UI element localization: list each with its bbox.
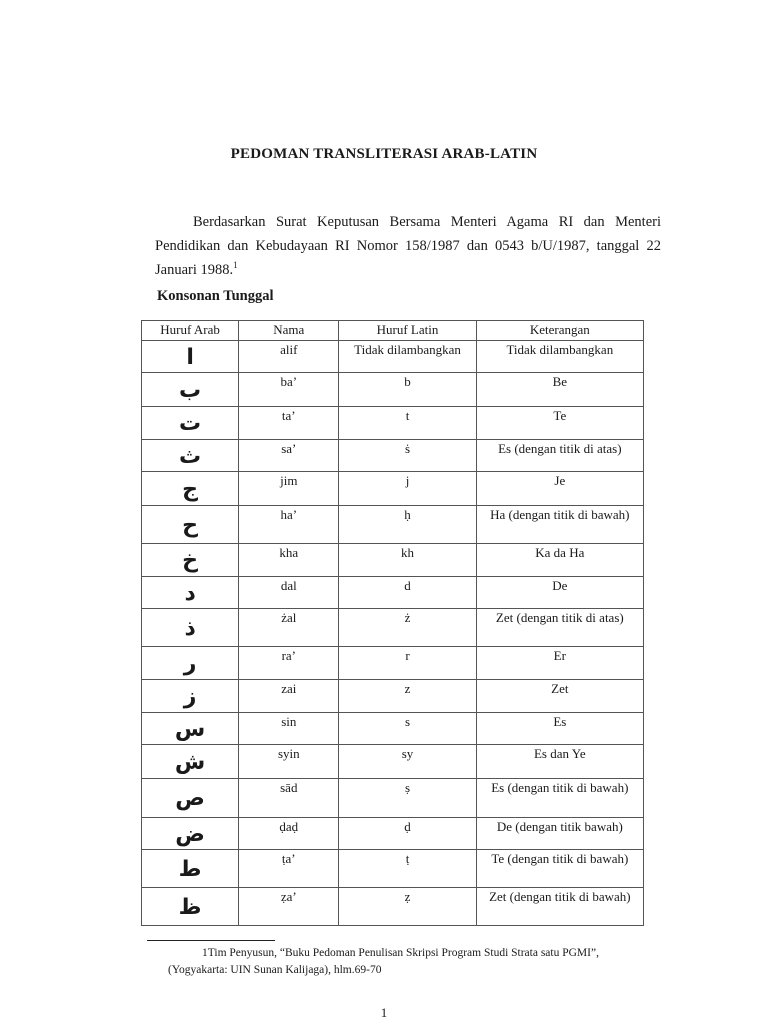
footnote: [168, 945, 658, 979]
cell-nama: ta’: [239, 407, 339, 440]
cell-latin: Tidak dilambangkan: [339, 341, 476, 373]
cell-nama: sād: [239, 779, 339, 818]
section-heading: Konsonan Tunggal: [157, 288, 274, 304]
footnote-number: 1: [202, 947, 208, 959]
cell-latin: ṣ: [339, 779, 476, 818]
table-row: [142, 506, 644, 544]
cell-latin: s: [339, 713, 476, 745]
table-row: [142, 818, 644, 850]
intro-paragraph: [155, 210, 661, 282]
cell-arab: ج: [142, 472, 239, 506]
cell-nama: zai: [239, 680, 339, 713]
footnote-mark: 1: [233, 260, 238, 270]
cell-latin: j: [339, 472, 476, 506]
cell-arab: ظ: [142, 888, 239, 926]
cell-keterangan: Es dan Ye: [476, 745, 643, 779]
cell-nama: ẓa’: [239, 888, 339, 926]
cell-nama: kha: [239, 544, 339, 577]
footnote-line-1: Tim Penyusun, “Buku Pedoman Penulisan Skripsi Program Studi Strata satu PGMI”,: [207, 947, 599, 959]
cell-latin: z: [339, 680, 476, 713]
cell-arab: ح: [142, 506, 239, 544]
transliteration-table: [141, 320, 644, 926]
table-row: [142, 779, 644, 818]
cell-arab: ذ: [142, 609, 239, 647]
cell-nama: żal: [239, 609, 339, 647]
cell-keterangan: Zet (dengan titik di bawah): [476, 888, 643, 926]
cell-latin: ḍ: [339, 818, 476, 850]
cell-nama: ṭa’: [239, 850, 339, 888]
cell-keterangan: Ka da Ha: [476, 544, 643, 577]
cell-keterangan: Je: [476, 472, 643, 506]
cell-latin: ḥ: [339, 506, 476, 544]
cell-nama: ḍaḍ: [239, 818, 339, 850]
cell-keterangan: Es: [476, 713, 643, 745]
table-row: [142, 373, 644, 407]
cell-nama: sa’: [239, 440, 339, 472]
table-header-row: [142, 321, 644, 341]
cell-nama: dal: [239, 577, 339, 609]
cell-latin: ż: [339, 609, 476, 647]
cell-latin: ṡ: [339, 440, 476, 472]
footnote-separator: [147, 940, 275, 941]
cell-nama: ra’: [239, 647, 339, 680]
cell-keterangan: Es (dengan titik di bawah): [476, 779, 643, 818]
table-row: [142, 440, 644, 472]
cell-keterangan: Zet: [476, 680, 643, 713]
cell-arab: ض: [142, 818, 239, 850]
cell-latin: sy: [339, 745, 476, 779]
page-title: PEDOMAN TRANSLITERASI ARAB-LATIN: [230, 146, 538, 162]
cell-latin: kh: [339, 544, 476, 577]
cell-arab: خ: [142, 544, 239, 577]
table-row: [142, 713, 644, 745]
cell-nama: ba’: [239, 373, 339, 407]
header-keterangan: Keterangan: [476, 321, 643, 341]
cell-nama: jim: [239, 472, 339, 506]
cell-keterangan: Er: [476, 647, 643, 680]
cell-arab: ر: [142, 647, 239, 680]
cell-latin: ṭ: [339, 850, 476, 888]
table-row: [142, 472, 644, 506]
cell-nama: syin: [239, 745, 339, 779]
header-huruf-arab: Huruf Arab: [142, 321, 239, 341]
table-row: [142, 647, 644, 680]
cell-arab: ث: [142, 440, 239, 472]
table-row: [142, 341, 644, 373]
cell-arab: س: [142, 713, 239, 745]
table-row: [142, 680, 644, 713]
intro-text: Berdasarkan Surat Keputusan Bersama Menteri Agama RI dan Menteri Pendidikan dan Kebudayaan RI Nomor 158/1987 dan 0543 b/U/1987, tanggal 22 Januari 1988.: [155, 214, 661, 278]
header-huruf-latin: Huruf Latin: [339, 321, 476, 341]
table-row: [142, 745, 644, 779]
cell-keterangan: Tidak dilambangkan: [476, 341, 643, 373]
cell-latin: b: [339, 373, 476, 407]
footnote-line-2: (Yogyakarta: UIN Sunan Kalijaga), hlm.69-70: [168, 964, 382, 976]
table-row: [142, 577, 644, 609]
table-row: [142, 850, 644, 888]
cell-keterangan: Ha (dengan titik di bawah): [476, 506, 643, 544]
cell-latin: d: [339, 577, 476, 609]
cell-nama: sin: [239, 713, 339, 745]
cell-latin: r: [339, 647, 476, 680]
cell-arab: ط: [142, 850, 239, 888]
cell-nama: ha’: [239, 506, 339, 544]
cell-keterangan: De (dengan titik bawah): [476, 818, 643, 850]
table-row: [142, 888, 644, 926]
cell-keterangan: De: [476, 577, 643, 609]
table-row: [142, 407, 644, 440]
page-number: 1: [380, 1005, 388, 1020]
cell-keterangan: Be: [476, 373, 643, 407]
cell-arab: ش: [142, 745, 239, 779]
cell-keterangan: Te: [476, 407, 643, 440]
cell-keterangan: Zet (dengan titik di atas): [476, 609, 643, 647]
table-row: [142, 544, 644, 577]
cell-keterangan: Te (dengan titik di bawah): [476, 850, 643, 888]
table-row: [142, 609, 644, 647]
cell-latin: ẓ: [339, 888, 476, 926]
header-nama: Nama: [239, 321, 339, 341]
cell-arab: ت: [142, 407, 239, 440]
cell-latin: t: [339, 407, 476, 440]
cell-keterangan: Es (dengan titik di atas): [476, 440, 643, 472]
cell-arab: ز: [142, 680, 239, 713]
cell-arab: ب: [142, 373, 239, 407]
cell-arab: ا: [142, 341, 239, 373]
cell-nama: alif: [239, 341, 339, 373]
cell-arab: ص: [142, 779, 239, 818]
cell-arab: د: [142, 577, 239, 609]
